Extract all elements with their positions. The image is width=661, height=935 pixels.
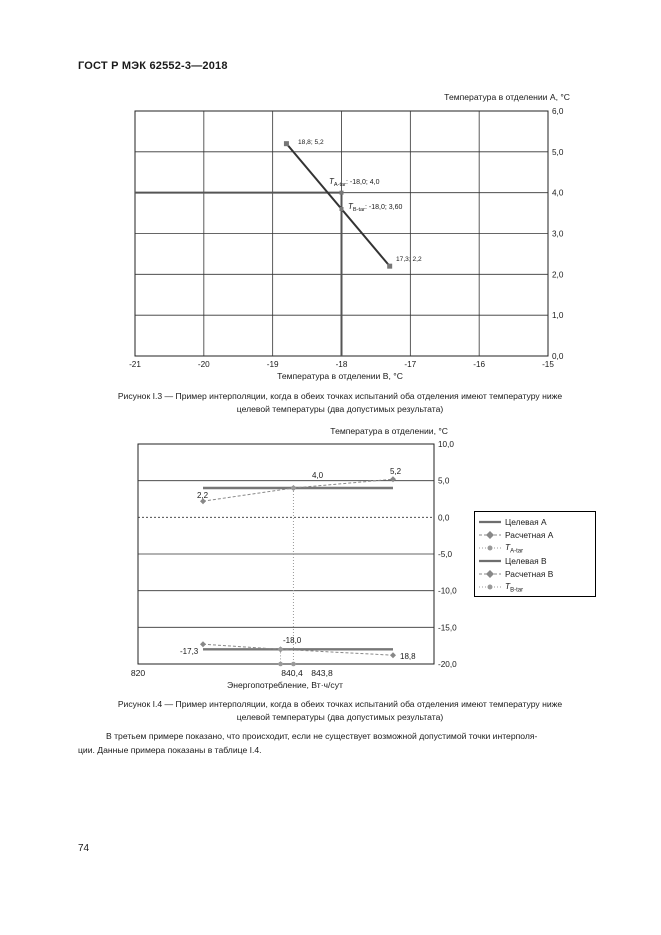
chart1-tick-labels bbox=[129, 107, 564, 369]
legend-dotted-circle-icon bbox=[479, 543, 501, 553]
chart2-label-22: 2,2 bbox=[197, 491, 209, 500]
chart1-data-point bbox=[284, 141, 289, 146]
chart1-annotation-point bbox=[340, 191, 344, 195]
chart2-x-label-8404: 840,4 bbox=[281, 668, 303, 678]
figure-i3-chart bbox=[120, 88, 580, 388]
legend-label: Целевая A bbox=[505, 517, 547, 527]
chart1-x-tick-label: -19 bbox=[266, 360, 279, 369]
chart2-label-52: 5,2 bbox=[390, 467, 402, 476]
chart2-calc-line bbox=[203, 488, 293, 501]
legend-label: Целевая B bbox=[505, 556, 547, 566]
chart2-x-axis-label: Энергопотребление, Вт·ч/сут bbox=[227, 680, 343, 690]
chart1-y-tick-label: 1,0 bbox=[552, 311, 564, 321]
legend-dotted-circle-icon bbox=[479, 582, 501, 592]
legend-label: $T_{A-tar}$ bbox=[505, 541, 524, 555]
body-paragraph bbox=[78, 729, 616, 757]
chart1-y-tick-label: 5,0 bbox=[552, 147, 564, 157]
chart2-label-188: 18,8 bbox=[400, 652, 416, 661]
chart1-x-tick-label: -20 bbox=[197, 360, 210, 369]
legend-item-calc-b bbox=[479, 568, 553, 580]
chart1-y-axis-label: Температура в отделении A, °C bbox=[444, 92, 570, 102]
legend-item-target-a bbox=[479, 516, 547, 528]
chart1-y-tick-label: 2,0 bbox=[552, 270, 564, 280]
chart1-data-point bbox=[387, 264, 392, 269]
legend-item-tb-tar bbox=[479, 581, 523, 593]
chart2-label-40: 4,0 bbox=[312, 471, 324, 480]
chart1-annotation-ta: $T_{A-tar}$: -18,0; 4,0 bbox=[329, 177, 380, 188]
chart1-x-tick-label: -15 bbox=[542, 360, 554, 369]
legend-label: Расчетная A bbox=[505, 530, 554, 540]
chart2-tick-labels bbox=[438, 440, 457, 669]
legend-dashed-diamond-icon bbox=[479, 569, 501, 579]
chart2-y-tick-label: -5,0 bbox=[438, 550, 453, 559]
legend-dashed-diamond-icon bbox=[479, 530, 501, 540]
chart2-y-tick-label: -10,0 bbox=[438, 586, 457, 596]
chart1-annotation-tb: $T_{B-tar}$: -18,0; 3,60 bbox=[348, 202, 403, 213]
chart2-tar-point bbox=[291, 486, 296, 491]
figure-i3-caption-line1: Рисунок I.3 — Пример интерполяции, когда в обеих точках испытаний оба отделения имеют температуру ниже bbox=[117, 391, 563, 401]
figure-i4-caption-line2: целевой температуры (два допустимых результата) bbox=[236, 712, 444, 722]
chart2-calc-point bbox=[390, 652, 396, 658]
figure-i4-caption bbox=[60, 698, 620, 724]
chart2-x-min-label: 820 bbox=[130, 668, 146, 678]
chart2-y-tick-label: 10,0 bbox=[438, 440, 454, 449]
chart1-y-tick-label: 0,0 bbox=[552, 352, 564, 361]
chart1-y-tick-label: 3,0 bbox=[552, 229, 564, 239]
chart1-y-tick-label: 4,0 bbox=[552, 188, 564, 198]
legend-item-ta-tar bbox=[479, 542, 523, 554]
chart2-tar-point bbox=[278, 647, 283, 652]
figure-i4-caption-line1: Рисунок I.4 — Пример интерполяции, когда в обеих точках испытаний оба отделения имеют температуру ниже bbox=[117, 699, 563, 709]
chart1-x-tick-label: -21 bbox=[129, 360, 141, 369]
chart1-x-tick-label: -16 bbox=[473, 360, 486, 369]
chart2-y-tick-label: -15,0 bbox=[438, 623, 457, 633]
legend-label: Расчетная B bbox=[505, 569, 554, 579]
chart1-annotation-point bbox=[340, 207, 344, 211]
legend-solid-line-icon bbox=[479, 556, 501, 566]
legend-solid-line-icon bbox=[479, 517, 501, 527]
chart2-tar-point bbox=[291, 662, 296, 667]
chart2-legend bbox=[474, 511, 596, 597]
chart2-label-180: -18,0 bbox=[283, 636, 302, 645]
page-number: 74 bbox=[78, 843, 90, 854]
chart2-y-tick-label: -20,0 bbox=[438, 660, 457, 669]
legend-item-calc-a bbox=[479, 529, 553, 541]
chart1-y-tick-label: 6,0 bbox=[552, 107, 564, 116]
chart2-y-tick-label: 5,0 bbox=[438, 476, 450, 486]
chart2-calc-point bbox=[390, 476, 396, 482]
body-paragraph-line1: В третьем примере показано, что происходит, если не существует возможной допустимой точки интерполя- bbox=[106, 731, 538, 741]
chart1-point-label-1: 18,8; 5,2 bbox=[298, 139, 324, 146]
body-paragraph-line2: ции. Данные примера показаны в таблице I.4. bbox=[78, 745, 262, 755]
chart2-y-axis-label: Температура в отделении, °C bbox=[330, 426, 448, 436]
chart2-grid bbox=[138, 444, 434, 664]
chart2-x-label-8438: 843,8 bbox=[311, 668, 333, 678]
figure-i4-chart bbox=[120, 422, 475, 697]
chart1-x-axis-label: Температура в отделении B, °C bbox=[277, 371, 403, 381]
chart1-point-label-2: 17,3; 2,2 bbox=[396, 256, 422, 263]
chart2-label-173: -17,3 bbox=[180, 647, 199, 656]
figure-i3-caption-line2: целевой температуры (два допустимых результата) bbox=[236, 404, 444, 414]
chart1-x-tick-label: -18 bbox=[335, 360, 348, 369]
figure-i3-caption bbox=[60, 390, 620, 416]
chart2-calc-point bbox=[200, 641, 206, 647]
chart2-tar-point bbox=[278, 662, 283, 667]
legend-label: $T_{B-tar}$ bbox=[505, 580, 524, 594]
chart1-x-tick-label: -17 bbox=[404, 360, 417, 369]
legend-item-target-b bbox=[479, 555, 547, 567]
chart2-y-tick-label: 0,0 bbox=[438, 513, 450, 523]
document-header: ГОСТ Р МЭК 62552-3—2018 bbox=[78, 60, 228, 72]
